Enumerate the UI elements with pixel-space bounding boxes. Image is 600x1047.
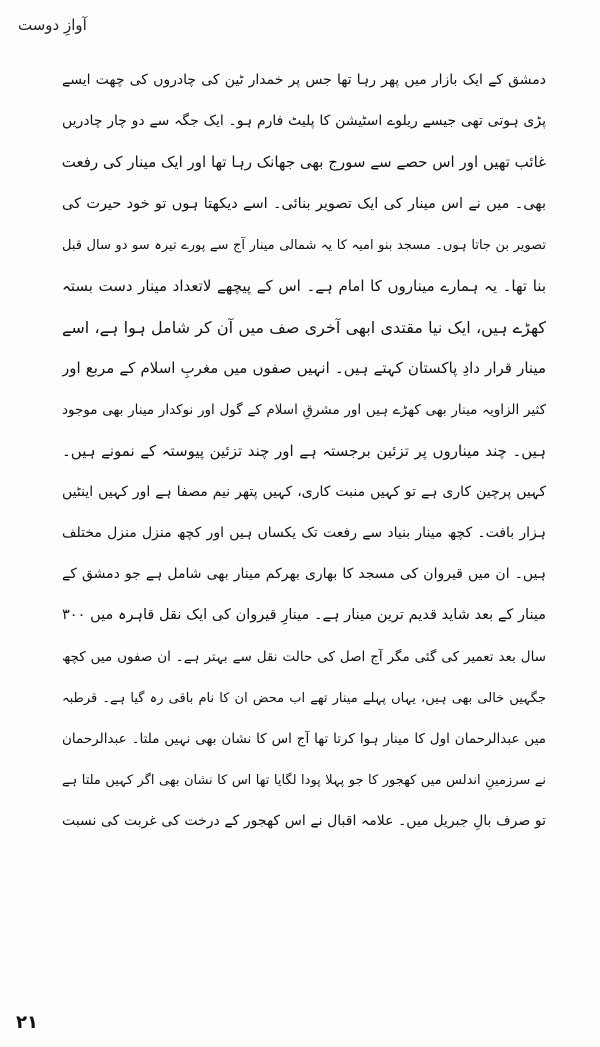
text-line: غائب تھیں اور اس حصے سے سورج بھی جھانک رہا تھا اور ایک مینار کی رفعت: [62, 153, 546, 172]
text-line: کھڑے ہیں، ایک نیا مقتدی ابھی آخری صف میں آن کر شامل ہوا ہے، اسے: [62, 318, 546, 338]
text-line: پڑی ہوتی تھی جیسے ریلوے اسٹیشن کا پلیٹ فارم ہو۔ ایک جگہ سے دو چار چادریں: [62, 113, 546, 130]
text-line: نے سرزمینِ اندلس میں کھجور کا جو پہلا پودا لگایا تھا اس کا نشان بھی اگر کہیں ملتا ہے: [62, 773, 546, 789]
text-line: ہیں۔ چند میناروں پر تزئین برجستہ ہے اور چند تزئین پیوستہ کے نمونے ہیں۔: [62, 441, 546, 460]
text-line: مینار کے بعد شاید قدیم ترین مینار ہے۔ مینارِ قیروان کی ایک نقل قاہرہ میں ۳۰۰: [62, 607, 546, 624]
text-line: تصویر بن جاتا ہوں۔ مسجد بنو امیہ کا یہ شمالی مینار آج سے پورے تیرہ سو دو سال قبل: [62, 237, 546, 253]
text-line: کثیر الزاویہ مینار بھی کھڑے ہیں اور مشرقِ اسلام کے گول اور نوکدار مینار بھی موجود: [62, 401, 546, 418]
text-line: دمشق کے ایک بازار میں پھر رہا تھا جس پر خمدار ٹین کی چادروں کی چھت ایسے: [62, 72, 546, 88]
page-number: ۲۱: [16, 1012, 38, 1033]
text-line: بنا تھا۔ یہ ہمارے میناروں کا امام ہے۔ اس کے پیچھے لاتعداد مینار دست بستہ: [62, 276, 546, 295]
text-line: سال بعد تعمیر کی گئی مگر آج اصل کی حالت نقل سے بہتر ہے۔ ان صفوں میں کچھ: [62, 648, 546, 665]
text-line: بھی۔ میں نے اس مینار کی ایک تصویر بنائی۔ اسے دیکھتا ہوں تو خود حیرت کی: [62, 195, 546, 212]
text-line: مینار قرار دادِ پاکستان کہتے ہیں۔ انہیں صفوں میں مغربِ اسلام کے مربع اور: [62, 359, 546, 378]
text-line: ہزار بافت۔ کچھ مینار بنیاد سے رفعت تک یکساں ہیں اور کچھ منزل منزل مختلف: [62, 525, 546, 542]
text-line: جگہیں خالی بھی ہیں، یہاں پہلے مینار تھے اب محض ان کا نام باقی رہ گیا ہے۔ قرطبہ: [62, 690, 546, 706]
body-text: [62, 60, 546, 843]
running-header: آوازِ دوست: [18, 16, 87, 34]
text-line: کہیں پرچین کاری ہے تو کہیں منبت کاری، کہیں پتھر نیم مصفا ہے اور کہیں اینٹیں: [62, 483, 546, 500]
text-line: ہیں۔ ان میں قیروان کی مسجد کا بھاری بھرکم مینار بھی شامل ہے جو دمشق کے: [62, 566, 546, 583]
text-line: تو صرف بالِ جبریل میں۔ علامہ اقبال نے اس کھجور کے درخت کی غربت کی نسبت: [62, 813, 546, 830]
text-line: میں عبدالرحمان اول کا مینار ہوا کرتا تھا آج اس کا نشان بھی نہیں ملتا۔ عبدالرحمان: [62, 731, 546, 747]
